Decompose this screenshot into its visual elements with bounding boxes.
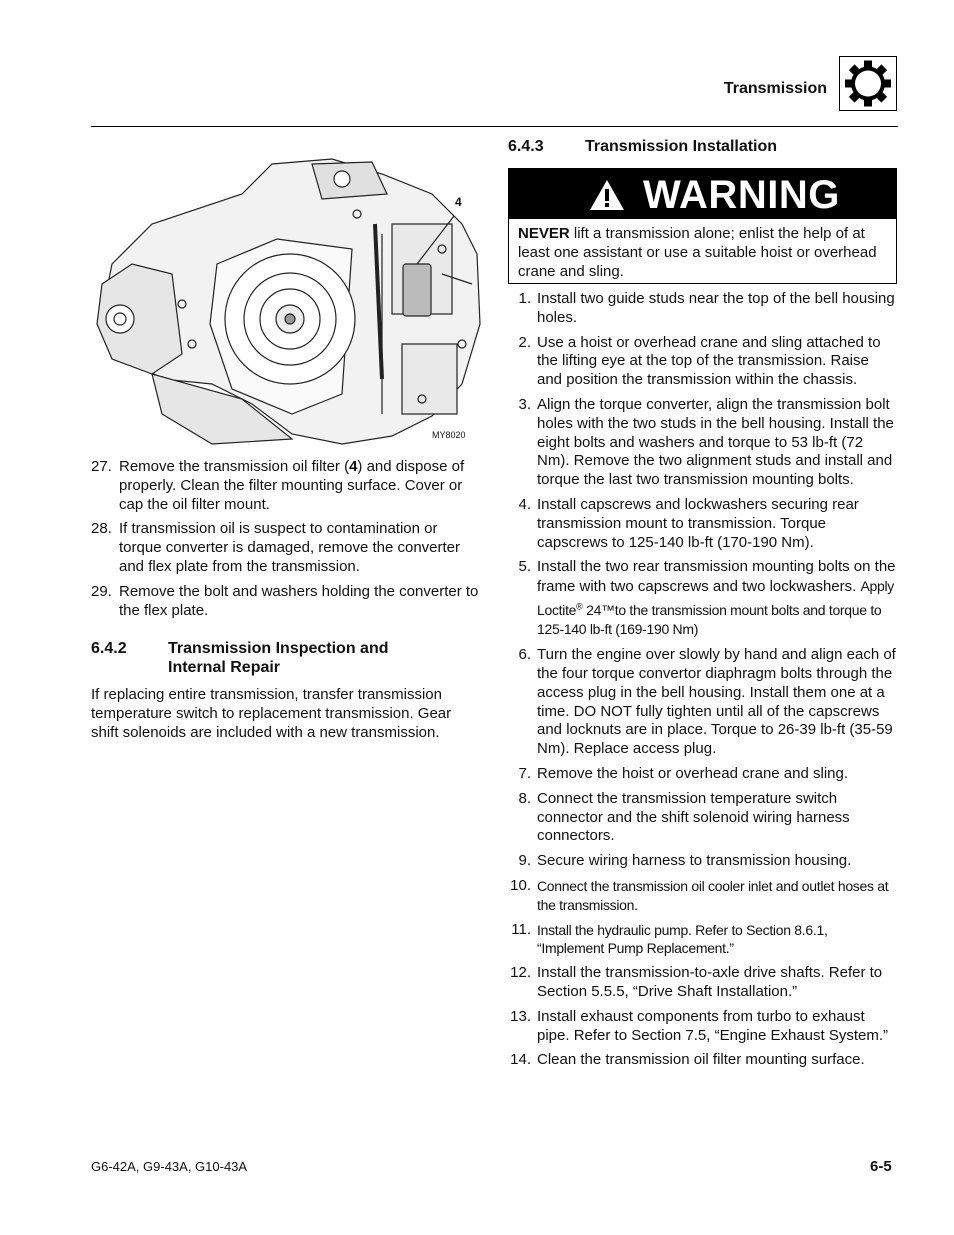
list-item [508, 921, 898, 959]
header-rule [91, 126, 898, 127]
right-steps-block [508, 290, 898, 1076]
step-text: Secure wiring harness to transmission housing. [537, 852, 852, 870]
step-number: 8. [518, 789, 531, 807]
list-item [91, 583, 481, 621]
step-number: 2. [518, 333, 531, 351]
list-item [91, 520, 481, 576]
list-item [508, 1051, 898, 1070]
step-text: Remove the bolt and washers holding the converter to the flex plate. [119, 582, 479, 619]
section-642-heading [91, 639, 481, 677]
warning-box [508, 168, 897, 284]
step-text: Use a hoist or overhead crane and sling attached to the lifting eye at the top of the transmission. Raise and position the transmission within the chassis. [537, 333, 881, 389]
list-item [508, 290, 898, 328]
list-item [508, 558, 898, 640]
warning-label: WARNING [643, 173, 840, 217]
list-item [508, 396, 898, 490]
list-item [508, 646, 898, 759]
registered-mark: ® [576, 600, 583, 611]
step-text-part: Remove the transmission oil filter ( [119, 458, 350, 475]
list-item [508, 334, 898, 390]
step-number: 3. [518, 395, 531, 413]
gear-icon [840, 57, 896, 110]
section-title [168, 639, 389, 677]
step-number: 14. [510, 1051, 531, 1069]
step-text-part: Apply Loctite [537, 578, 894, 618]
section-title: Transmission Installation [585, 138, 778, 155]
footer-page-number: 6-5 [870, 1158, 892, 1175]
list-item [508, 964, 898, 1002]
step-number: 12. [510, 964, 531, 982]
step-number: 5. [518, 558, 531, 576]
header-section-title: Transmission [723, 80, 827, 97]
step-text: Install two guide studs near the top of the bell housing holes. [537, 290, 895, 326]
step-text [531, 558, 898, 640]
figure-image-id: MY8020 [432, 430, 466, 440]
section-title-line2: Internal Repair [168, 659, 281, 676]
list-item [91, 458, 481, 514]
warning-triangle-icon [589, 179, 625, 211]
step-number: 9. [518, 852, 531, 870]
right-steps-list [508, 290, 898, 1070]
figure-callout-number: 4 [455, 195, 462, 209]
step-text: Install the hydraulic pump. Refer to Section 8.6.1, “Implement Pump Replacement.” [537, 921, 828, 957]
step-number: 10. [510, 876, 531, 894]
list-item [508, 765, 898, 784]
step-text: Connect the transmission oil cooler inlet and outlet hoses at the transmission. [537, 877, 889, 913]
warning-banner [509, 169, 896, 219]
step-number: 1. [518, 290, 531, 307]
step-text: Install exhaust components from turbo to exhaust pipe. Refer to Section 7.5, “Engine Exhaust System.” [537, 1007, 889, 1044]
gear-icon-box [839, 56, 897, 111]
step-text: Align the torque converter, align the transmission bolt holes with the two studs in the bell housing. Install the eight bolts and washers and torque to 53 lb-ft (72 Nm). Remove the two alignment studs and install and torque the last two transmission mounting bolts. [537, 395, 894, 489]
step-number: 27. [91, 458, 112, 475]
warning-text [518, 224, 890, 281]
step-text: Connect the transmission temperature switch connector and the shift solenoid wiring harness connectors. [537, 789, 850, 845]
step-number: 29. [91, 582, 112, 600]
section-number: 6.4.3 [508, 138, 544, 155]
list-item [508, 877, 898, 915]
step-text: If transmission oil is suspect to contamination or torque converter is damaged, remove the converter and flex plate from the transmission. [119, 520, 461, 575]
list-item [508, 496, 898, 552]
list-item [508, 790, 898, 846]
step-callout-ref: 4 [349, 458, 358, 475]
warning-text-emphasis: NEVER [518, 225, 570, 242]
step-text: Turn the engine over slowly by hand and align each of the four torque convertor diaphragm bolts through the access plug in the bell housing. Install them one at a time. DO NOT fully tighten until all of the capscrews and locknuts are in place. Torque to 26-39 lb-ft (35-59 Nm). Replace access plug. [537, 646, 896, 758]
step-number: 28. [91, 520, 112, 538]
step-number: 11. [511, 920, 531, 938]
transmission-illustration [92, 154, 482, 450]
step-text: Remove the hoist or overhead crane and sling. [537, 764, 849, 782]
step-number: 6. [518, 646, 531, 664]
step-text-part: 24™to the transmission mount bolts and torque to 125-140 lb-ft (169-190 Nm) [537, 601, 882, 638]
warning-text-body: lift a transmission alone; enlist the help of at least one assistant or use a suitable hoist or overhead crane and sling. [518, 225, 877, 280]
step-text: Install the transmission-to-axle drive shafts. Refer to Section 5.5.5, “Drive Shaft Installation.” [537, 964, 883, 1000]
left-steps-list [91, 458, 481, 620]
step-number: 7. [518, 764, 531, 782]
step-text: Install capscrews and lockwashers securing rear transmission mount to transmission. Torque capscrews to 125-140 lb-ft (170-190 Nm). [537, 495, 859, 551]
section-title-line1: Transmission Inspection and [168, 640, 389, 657]
step-number: 13. [510, 1007, 531, 1025]
step-text: Clean the transmission oil filter mounting surface. [537, 1051, 865, 1069]
step-text-part: Install the two rear transmission mounting bolts on the frame with two capscrews and two lockwashers. [537, 558, 896, 596]
list-item [508, 852, 898, 871]
list-item [508, 1008, 898, 1046]
section-642-paragraph: If replacing entire transmission, transfer transmission temperature switch to replacement transmission. Gear shift solenoids are included with a new transmission. [91, 686, 452, 741]
section-643-heading [508, 137, 898, 156]
section-number: 6.4.2 [91, 640, 127, 657]
footer-models: G6-42A, G9-43A, G10-43A [91, 1159, 248, 1174]
left-steps-block [91, 458, 481, 626]
step-text-part: ) and dispose of properly. Clean the filter mounting surface. Cover or cap the oil filter mount. [119, 458, 465, 513]
step-text [119, 458, 481, 514]
step-number: 4. [518, 495, 531, 513]
